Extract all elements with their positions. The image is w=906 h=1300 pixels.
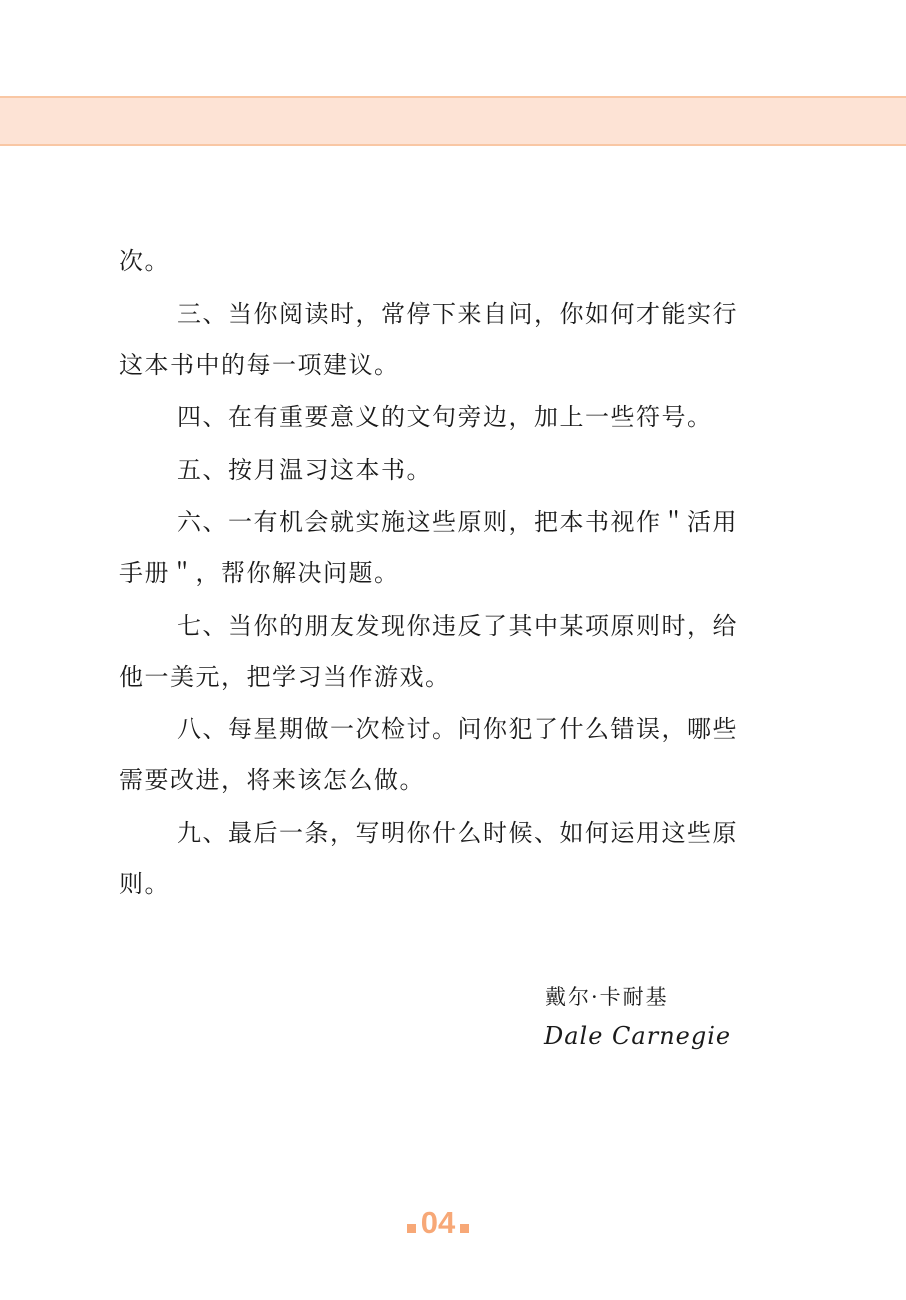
paragraph-item-4: 四、在有重要意义的文句旁边，加上一些符号。 (177, 403, 713, 431)
paragraph-item-3: 三、当你阅读时，常停下来自问，你如何才能实行这本书中的每一项建议。 (119, 299, 738, 379)
paragraph-item-7: 七、当你的朋友发现你违反了其中某项原则时，给他一美元，把学习当作游戏。 (119, 611, 738, 691)
paragraph-item-8: 八、每星期做一次检讨。问你犯了什么错误，哪些需要改进，将来该怎么做。 (119, 715, 738, 794)
page-number-value: 04 (420, 1205, 456, 1240)
page-number (0, 1205, 876, 1241)
page-number-right-square-icon (460, 1224, 469, 1233)
paragraph-item-9: 九、最后一条，写明你什么时候、如何运用这些原则。 (119, 818, 738, 898)
paragraph-item-6: 六、一有机会就实施这些原则，把本书视作＂活用手册＂，帮你解决问题。 (119, 508, 738, 587)
paragraph-item-5: 五、按月温习这本书。 (177, 455, 432, 484)
signature-english: Dale Carnegie (544, 1022, 732, 1050)
paragraph-continuation: 次。 (119, 247, 170, 275)
header-band (0, 96, 906, 146)
body-text (119, 236, 749, 911)
page-number-left-square-icon (407, 1224, 416, 1233)
signature-chinese: 戴尔·卡耐基 (545, 985, 669, 1009)
